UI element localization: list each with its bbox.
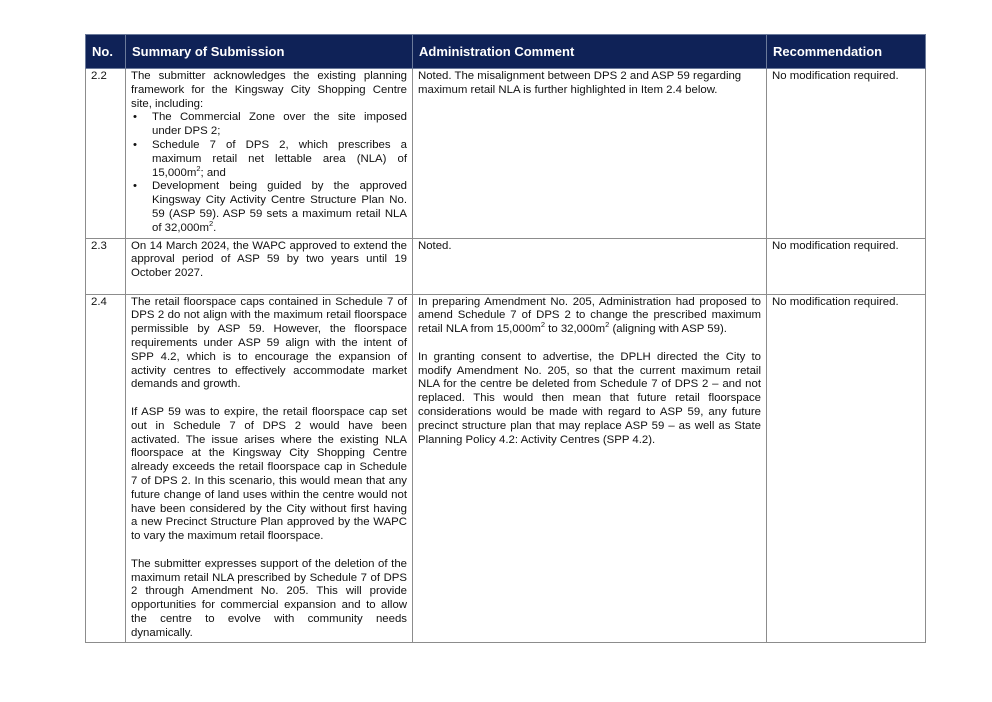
recommendation-cell: No modification required. — [767, 294, 926, 643]
summary-paragraph: The submitter expresses support of the deletion of the maximum retail NLA prescribed by Schedule 7 of DPS 2 through Amendment No. 205. This will provide opportunities for commercial expansion and to allow the centre to evolve with community needs dynamically. — [131, 557, 407, 639]
superscript: 2 — [540, 320, 545, 330]
superscript: 2 — [209, 218, 214, 228]
admin-paragraph: In granting consent to advertise, the DPLH directed the City to modify Amendment No. 205, so that the current maximum retail NLA for the centre be deleted from Schedule 7 of DPS 2 – and not replaced. This would then mean that future retail floorspace considerations would be made with regard to ASP 59, any future precinct structure plan that may replace ASP 59 – as well as State Planning Policy 4.2: Activity Centres (SPP 4.2). — [418, 350, 761, 446]
bullet-text: The Commercial Zone over the site imposed under DPS 2; — [152, 111, 407, 138]
summary-cell — [126, 69, 413, 239]
table-row — [86, 294, 926, 643]
row-number: 2.4 — [86, 294, 126, 643]
admin-comment-cell — [413, 294, 767, 643]
row-number: 2.3 — [86, 238, 126, 294]
header-summary: Summary of Submission — [126, 35, 413, 69]
admin-paragraph — [418, 296, 761, 337]
summary-intro: The submitter acknowledges the existing planning framework for the Kingsway City Shopping Centre site, including: — [131, 70, 407, 110]
bullet-item — [152, 111, 407, 139]
summary-cell — [126, 294, 413, 643]
table-header — [86, 35, 926, 69]
admin-text: to 32,000m — [545, 323, 606, 336]
admin-comment-cell: Noted. — [413, 238, 767, 294]
admin-text: In preparing Amendment No. 205, Administration had proposed to amend Schedule 7 of DPS 2 to change the prescribed maximum retail NLA from 15,000m — [418, 295, 761, 336]
admin-comment-cell: Noted. The misalignment between DPS 2 and ASP 59 regarding maximum retail NLA is further highlighted in Item 2.4 below. — [413, 69, 767, 239]
admin-text: (aligning with ASP 59). — [609, 323, 727, 336]
bullet-text: ; and — [200, 166, 226, 179]
header-no: No. — [86, 35, 126, 69]
submissions-table — [85, 34, 926, 643]
superscript: 2 — [196, 163, 201, 173]
table-row — [86, 69, 926, 239]
summary-cell: On 14 March 2024, the WAPC approved to extend the approval period of ASP 59 by two years until 19 October 2027. — [126, 238, 413, 294]
header-row — [86, 35, 926, 69]
bullet-text: Development being guided by the approved Kingsway City Activity Centre Structure Plan No. 59 (ASP 59). ASP 59 sets a maximum retail NLA of 32,000m — [152, 180, 407, 234]
bullet-item — [152, 180, 407, 235]
bullet-item — [152, 139, 407, 180]
header-admin-comment: Administration Comment — [413, 35, 767, 69]
recommendation-cell: No modification required. — [767, 238, 926, 294]
bullet-text: Schedule 7 of DPS 2, which prescribes a maximum retail net lettable area (NLA) of 15,000m — [152, 138, 407, 179]
header-recommendation: Recommendation — [767, 35, 926, 69]
superscript: 2 — [605, 320, 610, 330]
row-number: 2.2 — [86, 69, 126, 239]
bullet-text: . — [213, 221, 217, 234]
recommendation-cell: No modification required. — [767, 69, 926, 239]
table-row — [86, 238, 926, 294]
summary-bullet-list — [131, 111, 407, 235]
summary-paragraph: The retail floorspace caps contained in Schedule 7 of DPS 2 do not align with the maximum retail floorspace permissible by ASP 59. However, the floorspace requirements under ASP 59 align with the intent of SPP 4.2, which is to encourage the expansion of activity centres to effectively accommodate market demands and growth. — [131, 295, 407, 391]
summary-paragraph: If ASP 59 was to expire, the retail floorspace cap set out in Schedule 7 of DPS 2 would have been activated. The issue arises where the existing NLA floorspace at the Kingsway City Shopping Centre already exceeds the retail floorspace cap in Schedule 7 of DPS 2. In this scenario, this would mean that any future change of land uses within the centre would not have been considered by the City without first having a new Precinct Structure Plan approved by the WAPC to vary the maximum retail floorspace. — [131, 405, 407, 543]
